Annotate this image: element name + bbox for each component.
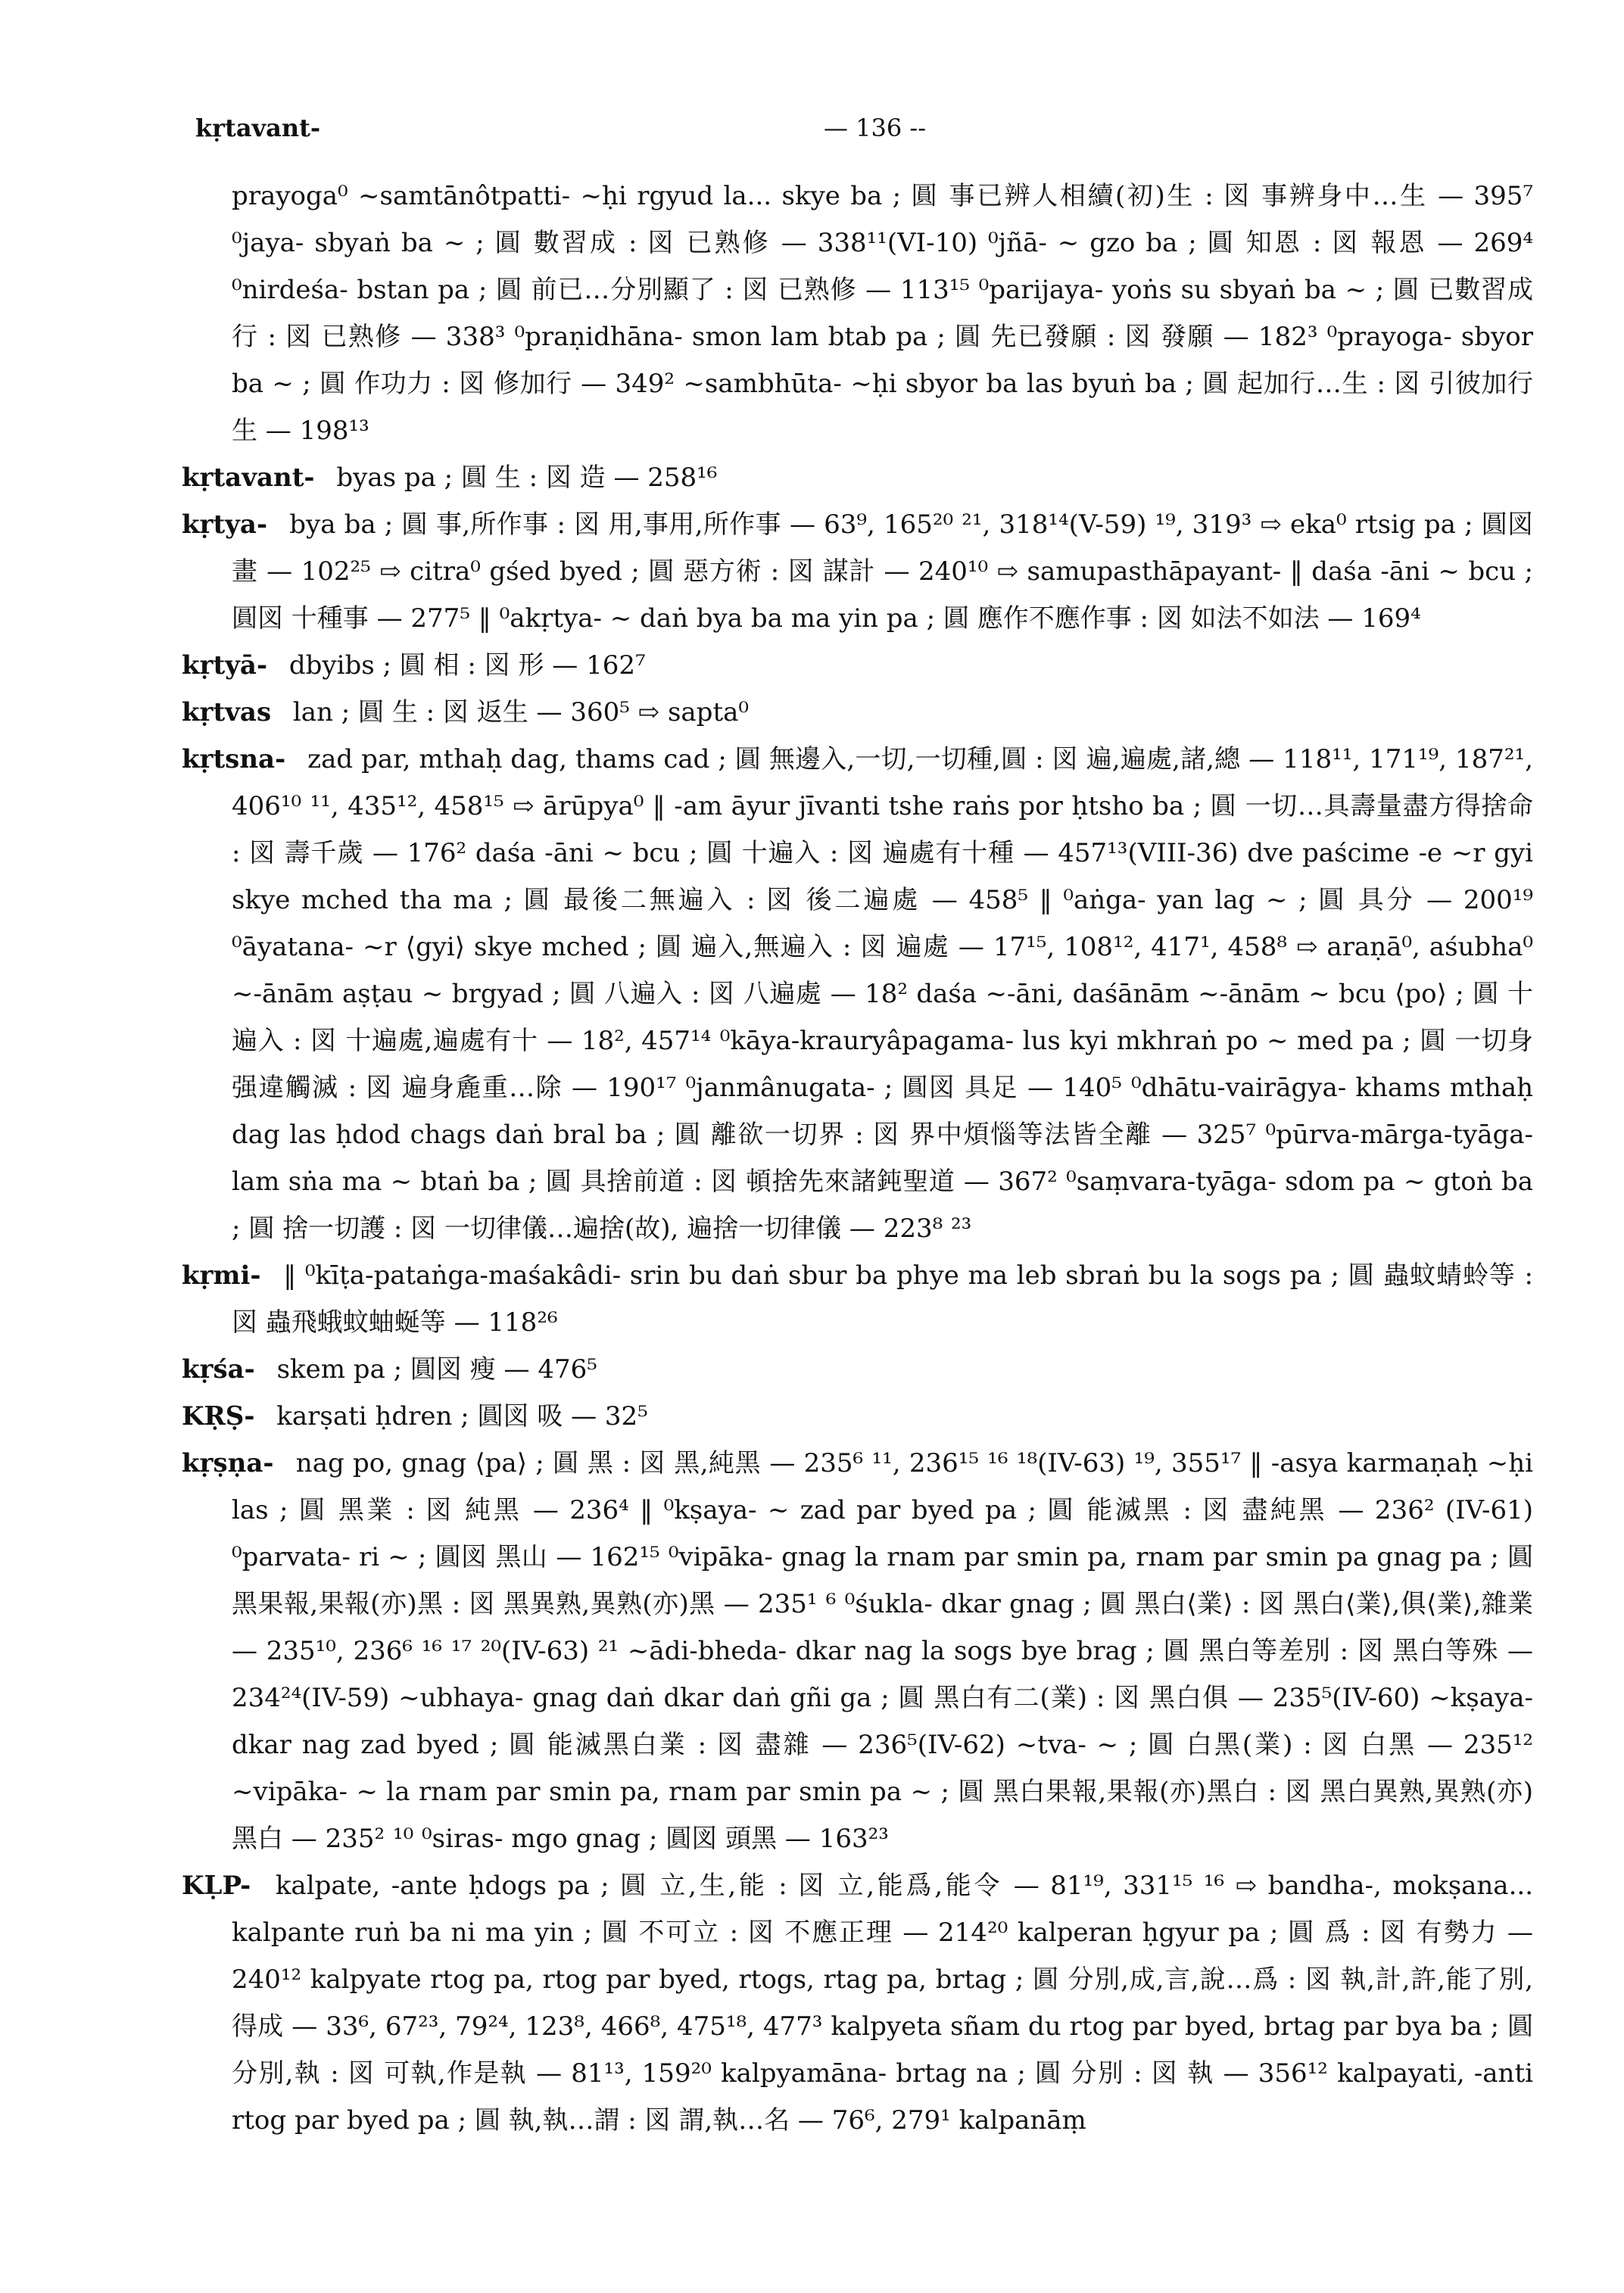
headword: KḶP- bbox=[182, 1871, 251, 1901]
headword: kṛtavant- bbox=[182, 463, 315, 493]
entry-text: prayoga⁰ ~samtānôtpatti- ~ḥi rgyud la... skye ba ; 圓 事已辨人相續(初)生 : 図 事辨身中…生 — 395⁷ ⁰jaya- sbyaṅ ba ~ ; 圓 數習成 : 図 已熟修 — 338¹¹(VI-10) ⁰jñā- ~ gzo ba ; 圓 知恩 : 図 報恩 — 269⁴ ⁰nirdeśa- bstan pa ; 圓 前已…分別顯了 : 図 已熟修 — 113¹⁵ ⁰parijaya- yoṅs su sbyaṅ ba ~ ; 圓 已數習成行 : 図 已熟修 — 338³ ⁰praṇidhāna- smon lam btab pa ; 圓 先已發願 : 図 發願 — 182³ ⁰prayoga- sbyor ba ~ ; 圓 作功力 : 図 修加行 — 349² ~sambhūta- ~ḥi sbyor ba las byuṅ ba ; 圓 起加行…生 : 図 引彼加行生 — 198¹³ bbox=[232, 181, 1533, 446]
dictionary-entry bbox=[182, 689, 1533, 736]
entry-text: dbyibs ; 圓 相 : 図 形 — 162⁷ bbox=[288, 650, 646, 681]
dictionary-entry bbox=[182, 1862, 1533, 2144]
headword: kṛśa- bbox=[182, 1354, 255, 1385]
headword: kṛtyā- bbox=[182, 650, 268, 681]
page-number: — 136 -- bbox=[824, 114, 927, 142]
entry-text: bya ba ; 圓 事,所作事 : 図 用,事用,所作事 — 63⁹, 165²⁰ ²¹, 318¹⁴(V-59) ¹⁹, 319³ ⇨ eka⁰ rtsig pa ; 圓図 畫 — 102²⁵ ⇨ citra⁰ gśed byed ; 圓 惡方術 : 図 謀計 — 240¹⁰ ⇨ samupasthāpayant- ‖ daśa -āni ~ bcu ; 圓図 十種事 — 277⁵ ‖ ⁰akṛtya- ~ daṅ bya ba ma yin pa ; 圓 應作不應作事 : 図 如法不如法 — 169⁴ bbox=[232, 509, 1533, 634]
entry-text: kalpate, -ante ḥdogs pa ; 圓 立,生,能 : 図 立,能爲,能令 — 81¹⁹, 331¹⁵ ¹⁶ ⇨ bandha-, mokṣana... kalpante ruṅ ba ni ma yin ; 圓 不可立 : 図 不應正理 — 214²⁰ kalperan ḥgyur pa ; 圓 爲 : 図 有勢力 — 240¹² kalpyate rtog pa, rtog par byed, rtogs, rtag pa, brtag ; 圓 分別,成,言,說…爲 : 図 執,計,許,能了別,得成 — 33⁶, 67²³, 79²⁴, 123⁸, 466⁸, 475¹⁸, 477³ kalpyeta sñam du rtog par byed, brtag par bya ba ; 圓 分別,執 : 図 可執,作是執 — 81¹³, 159²⁰ kalpyamāna- brtag na ; 圓 分別 : 図 執 — 356¹² kalpayati, -anti rtog par byed pa ; 圓 執,執…謂 : 図 謂,執…名 — 76⁶, 279¹ kalpanāṃ bbox=[232, 1871, 1533, 2136]
dictionary-entry bbox=[182, 1440, 1533, 1862]
dictionary-entry bbox=[182, 642, 1533, 689]
headword: kṛmi- bbox=[182, 1260, 261, 1291]
dictionary-body bbox=[182, 173, 1533, 2144]
headword: kṛtya- bbox=[182, 509, 268, 540]
headword: kṛtvas bbox=[182, 697, 272, 727]
entry-text: lan ; 圓 生 : 図 返生 — 360⁵ ⇨ sapta⁰ bbox=[292, 697, 750, 727]
dictionary-entry bbox=[182, 1393, 1533, 1440]
entry-text: karṣati ḥdren ; 圓図 吸 — 32⁵ bbox=[276, 1401, 648, 1432]
entry-text: byas pa ; 圓 生 : 図 造 — 258¹⁶ bbox=[336, 463, 718, 493]
headword: kṛtsna- bbox=[182, 744, 286, 774]
entry-text: ‖ ⁰kīṭa-pataṅga-maśakâdi- srin bu daṅ sbur ba phye ma leb sbraṅ bu la sogs pa ; 圓 蟲蚊蜻蛉等 : 図 蟲飛蛾蚊蚰蜒等 — 118²⁶ bbox=[232, 1260, 1533, 1338]
entry-text: zad par, mthaḥ dag, thams cad ; 圓 無邊入,一切,一切種,圓 : 図 遍,遍處,諸,總 — 118¹¹, 171¹⁹, 187²¹, 406¹⁰ ¹¹, 435¹², 458¹⁵ ⇨ ārūpya⁰ ‖ -am āyur jīvanti tshe raṅs por ḥtsho ba ; 圓 一切…具壽量盡方得捨命 : 図 壽千歲 — 176² daśa -āni ~ bcu ; 圓 十遍入 : 図 遍處有十種 — 457¹³(VIII-36) dve paścime -e ~r gyi skye mched tha ma ; 圓 最後二無遍入 : 図 後二遍處 — 458⁵ ‖ ⁰aṅga- yan lag ~ ; 圓 具分 — 200¹⁹ ⁰āyatana- ~r ⟨gyi⟩ skye mched ; 圓 遍入,無遍入 : 図 遍處 — 17¹⁵, 108¹², 417¹, 458⁸ ⇨ araṇā⁰, aśubha⁰ ~-ānām aṣṭau ~ brgyad ; 圓 八遍入 : 図 八遍處 — 18² daśa ~-āni, daśānām ~-ānām ~ bcu ⟨po⟩ ; 圓 十遍入 : 図 十遍處,遍處有十 — 18², 457¹⁴ ⁰kāya-krauryâpagama- lus kyi mkhraṅ po ~ med pa ; 圓 一切身强違觸滅 : 図 遍身麁重…除 — 190¹⁷ ⁰janmânugata- ; 圓図 具足 — 140⁵ ⁰dhātu-vairāgya- khams mthaḥ dag las ḥdod chags daṅ bral ba ; 圓 離欲一切界 : 図 界中煩惱等法皆全離 — 325⁷ ⁰pūrva-mārga-tyāga- lam sṅa ma ~ btaṅ ba ; 圓 具捨前道 : 図 頓捨先來諸鈍聖道 — 367² ⁰saṃvara-tyāga- sdom pa ~ gtoṅ ba ; 圓 捨一切護 : 図 一切律儀…遍捨(故), 遍捨一切律儀 — 223⁸ ²³ bbox=[232, 744, 1533, 1244]
dictionary-entry bbox=[182, 1252, 1533, 1346]
continued-entry bbox=[182, 173, 1533, 454]
dictionary-entry bbox=[182, 736, 1533, 1252]
running-head: kṛtavant- bbox=[195, 114, 321, 142]
entry-text: skem pa ; 圓図 瘦 — 476⁵ bbox=[276, 1354, 597, 1385]
entry-text: nag po, gnag ⟨pa⟩ ; 圓 黑 : 図 黑,純黑 — 235⁶ ¹¹, 236¹⁵ ¹⁶ ¹⁸(IV-63) ¹⁹, 355¹⁷ ‖ -asya karmaṇaḥ ~ḥi las ; 圓 黑業 : 図 純黑 — 236⁴ ‖ ⁰kṣaya- ~ zad par byed pa ; 圓 能滅黑 : 図 盡純黑 — 236² (IV-61) ⁰parvata- ri ~ ; 圓図 黑山 — 162¹⁵ ⁰vipāka- gnag la rnam par smin pa, rnam par smin pa gnag pa ; 圓 黑果報,果報(亦)黑 : 図 黑異熟,異熟(亦)黑 — 235¹ ⁶ ⁰śukla- dkar gnag ; 圓 黑白⟨業⟩ : 図 黑白⟨業⟩,俱⟨業⟩,雜業 — 235¹⁰, 236⁶ ¹⁶ ¹⁷ ²⁰(IV-63) ²¹ ~ādi-bheda- dkar nag la sogs bye brag ; 圓 黑白等差別 : 図 黑白等殊 — 234²⁴(IV-59) ~ubhaya- gnag daṅ dkar daṅ gñi ga ; 圓 黑白有二(業) : 図 黑白俱 — 235⁵(IV-60) ~kṣaya- dkar nag zad byed ; 圓 能滅黑白業 : 図 盡雜 — 236⁵(IV-62) ~tva- ~ ; 圓 白黑(業) : 図 白黑 — 235¹² ~vipāka- ~ la rnam par smin pa, rnam par smin pa ~ ; 圓 黑白果報,果報(亦)黑白 : 図 黑白異熟,異熟(亦)黑白 — 235² ¹⁰ ⁰siras- mgo gnag ; 圓図 頭黑 — 163²³ bbox=[232, 1448, 1533, 1854]
page-header bbox=[195, 114, 1513, 159]
headword: KṚṢ- bbox=[182, 1401, 255, 1432]
dictionary-entry bbox=[182, 501, 1533, 642]
headword: kṛṣṇa- bbox=[182, 1448, 274, 1478]
dictionary-entry bbox=[182, 1346, 1533, 1393]
dictionary-entry bbox=[182, 454, 1533, 501]
